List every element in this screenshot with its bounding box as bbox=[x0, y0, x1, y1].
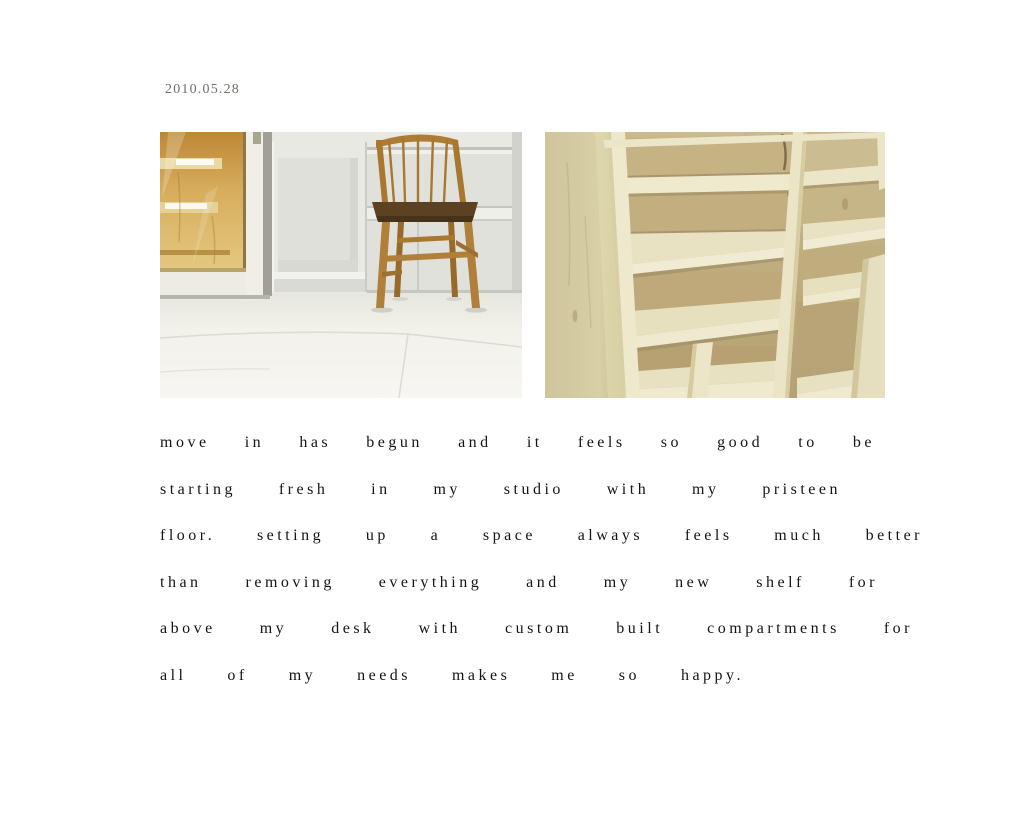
empty-studio-image bbox=[160, 132, 522, 398]
shelf-closeup-image bbox=[545, 132, 885, 398]
post-body bbox=[160, 420, 935, 700]
photo-empty-studio bbox=[160, 132, 522, 398]
body-line: than removing everything and my new shelf for bbox=[160, 573, 878, 591]
body-line: move in has begun and it feels so good to be bbox=[160, 434, 875, 451]
body-line: all of my needs makes me so happy. bbox=[160, 666, 744, 684]
body-line: above my desk with custom built compartments for bbox=[160, 620, 913, 638]
post-date: 2010.05.28 bbox=[165, 82, 240, 97]
body-line: starting fresh in my studio with my pristeen bbox=[160, 480, 841, 498]
photo-shelf-closeup bbox=[545, 132, 885, 398]
body-line: floor. setting up a space always feels much better bbox=[160, 527, 923, 545]
